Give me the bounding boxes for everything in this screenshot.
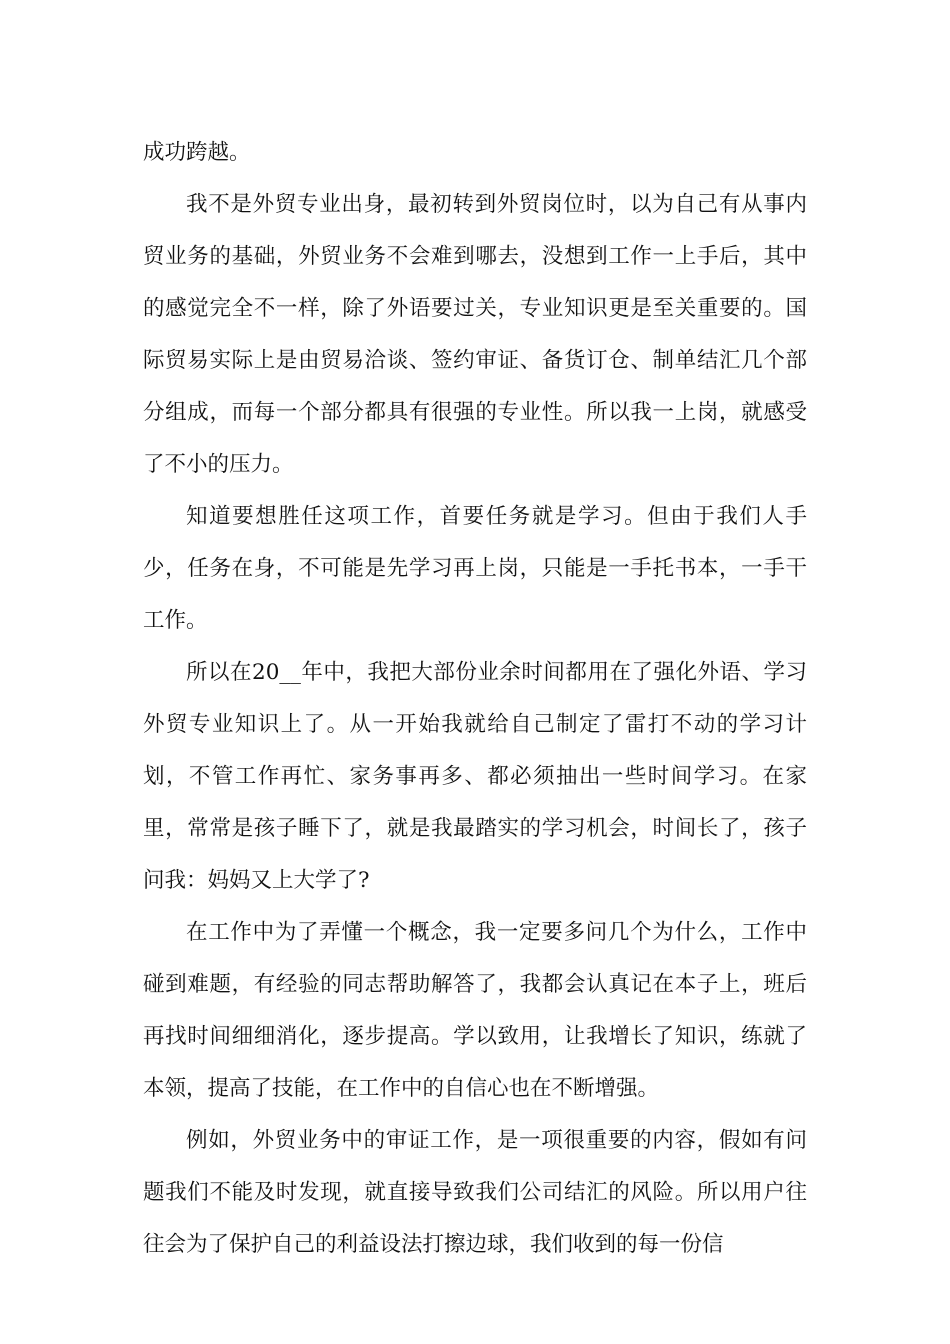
paragraph-study-plan: 所以在20__年中，我把大部份业余时间都用在了强化外语、学习外贸专业知识上了。从一开始我就给自己制定了雷打不动的学习计划，不管工作再忙、家务事再多、都必须抽出一些时间学习。在家里，常常是孩子睡下了，就是我最踏实的学习机会，时间长了，孩子问我：妈妈又上大学了? xyxy=(143,660,807,893)
document-body xyxy=(143,127,807,1271)
paragraph-example-audit: 例如，外贸业务中的审证工作，是一项很重要的内容，假如有问题我们不能及时发现，就直接导致我们公司结汇的风险。所以用户往往会为了保护自己的利益设法打擦边球，我们收到的每一份信 xyxy=(143,1128,807,1257)
paragraph-continuation: 成功跨越。 xyxy=(143,140,251,165)
paragraph-work-questions: 在工作中为了弄懂一个概念，我一定要多问几个为什么，工作中碰到难题，有经验的同志帮助解答了，我都会认真记在本子上，班后再找时间细细消化，逐步提高。学以致用，让我增长了知识，练就了本领，提高了技能，在工作中的自信心也在不断增强。 xyxy=(143,920,807,1101)
paragraph-background: 我不是外贸专业出身，最初转到外贸岗位时，以为自己有从事内贸业务的基础，外贸业务不会难到哪去，没想到工作一上手后，其中的感觉完全不一样，除了外语要过关，专业知识更是至关重要的。国际贸易实际上是由贸易洽谈、签约审证、备货订仓、制单结汇几个部分组成，而每一个部分都具有很强的专业性。所以我一上岗，就感受了不小的压力。 xyxy=(143,192,807,477)
paragraph-learning-task: 知道要想胜任这项工作，首要任务就是学习。但由于我们人手少，任务在身，不可能是先学习再上岗，只能是一手托书本，一手干工作。 xyxy=(143,504,807,633)
